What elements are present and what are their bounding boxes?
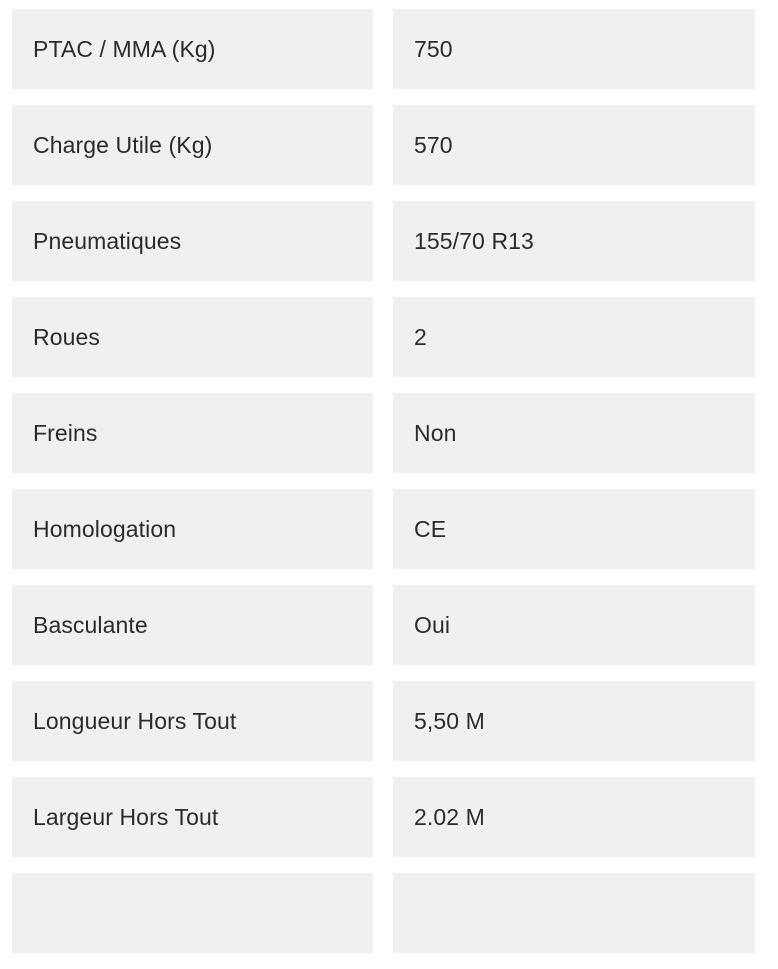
spec-value: 2.02 M [393, 777, 755, 857]
spec-value: 5,50 M [393, 681, 755, 761]
spec-row-largeur [12, 777, 755, 857]
spec-value: Oui [393, 585, 755, 665]
spec-value [393, 873, 755, 953]
spec-label: Longueur Hors Tout [12, 681, 373, 761]
spec-row-basculante [12, 585, 755, 665]
spec-label: Charge Utile (Kg) [12, 105, 373, 185]
spec-label [12, 873, 373, 953]
spec-row-freins [12, 393, 755, 473]
spec-label: PTAC / MMA (Kg) [12, 9, 373, 89]
spec-value: 750 [393, 9, 755, 89]
spec-row-roues [12, 297, 755, 377]
spec-label: Homologation [12, 489, 373, 569]
spec-value: Non [393, 393, 755, 473]
spec-row-pneumatiques [12, 201, 755, 281]
spec-row-longueur [12, 681, 755, 761]
spec-label: Largeur Hors Tout [12, 777, 373, 857]
spec-label: Basculante [12, 585, 373, 665]
spec-label: Pneumatiques [12, 201, 373, 281]
spec-row-partial [12, 873, 755, 953]
specifications-table [12, 9, 755, 969]
spec-row-ptac [12, 9, 755, 89]
spec-row-homologation [12, 489, 755, 569]
spec-label: Freins [12, 393, 373, 473]
spec-value: 570 [393, 105, 755, 185]
spec-value: 2 [393, 297, 755, 377]
spec-value: 155/70 R13 [393, 201, 755, 281]
spec-value: CE [393, 489, 755, 569]
spec-label: Roues [12, 297, 373, 377]
spec-row-charge-utile [12, 105, 755, 185]
